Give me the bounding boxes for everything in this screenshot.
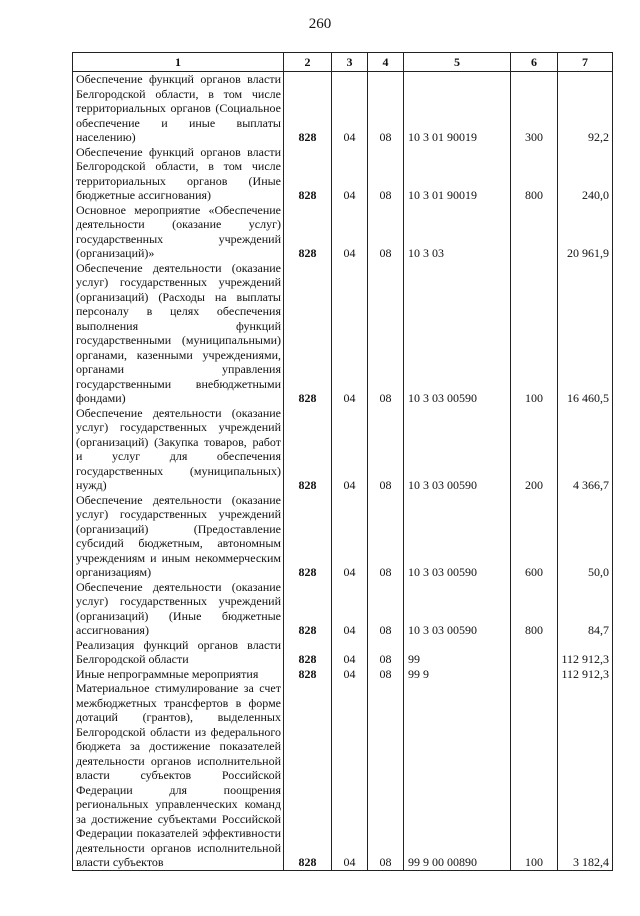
row-grbs: 828: [284, 638, 332, 667]
row-name: Обеспечение деятельности (оказание услуг) государственных учреждений (организаций) (Иные бюджетные ассигнования): [73, 580, 284, 638]
table-row: [73, 145, 613, 203]
budget-table: [72, 52, 613, 871]
row-section: 04: [332, 638, 368, 667]
row-expense-type: 800: [511, 580, 558, 638]
row-expense-type: 300: [511, 72, 558, 145]
row-amount: 112 912,3: [558, 638, 613, 667]
row-subsection: 08: [368, 145, 404, 203]
row-subsection: 08: [368, 667, 404, 682]
row-section: 04: [332, 261, 368, 406]
row-target-code: 10 3 03: [404, 203, 511, 261]
header-col-1: 1: [73, 53, 284, 72]
header-col-2: 2: [284, 53, 332, 72]
row-section: 04: [332, 667, 368, 682]
row-subsection: 08: [368, 72, 404, 145]
table-row: [73, 638, 613, 667]
row-grbs: 828: [284, 72, 332, 145]
row-expense-type: 200: [511, 406, 558, 493]
row-expense-type: [511, 203, 558, 261]
row-expense-type: 100: [511, 681, 558, 870]
row-subsection: 08: [368, 406, 404, 493]
row-name: Материальное стимулирование за счет межбюджетных трансфертов в форме дотаций (грантов), выделенных Белгородской области из федерального бюджета за достижение показателей деятельности органов исполнительной власти субъектов Российской Федерации для поощрения региональных управленческих команд за достижение субъектами Российской Федерации показателей эффективности деятельности органов исполнительной власти субъектов: [73, 681, 284, 870]
row-subsection: 08: [368, 638, 404, 667]
row-target-code: 10 3 03 00590: [404, 493, 511, 580]
row-grbs: 828: [284, 203, 332, 261]
row-amount: 3 182,4: [558, 681, 613, 870]
row-grbs: 828: [284, 681, 332, 870]
row-grbs: 828: [284, 667, 332, 682]
row-name: Основное мероприятие «Обеспечение деятельности (оказание услуг) государственных учреждений (организаций)»: [73, 203, 284, 261]
row-target-code: 10 3 01 90019: [404, 145, 511, 203]
row-target-code: 99 9: [404, 667, 511, 682]
row-subsection: 08: [368, 493, 404, 580]
row-grbs: 828: [284, 580, 332, 638]
row-amount: 4 366,7: [558, 406, 613, 493]
header-col-4: 4: [368, 53, 404, 72]
row-name: Обеспечение функций органов власти Белгородской области, в том числе территориальных органов (Иные бюджетные ассигнования): [73, 145, 284, 203]
row-name: Обеспечение деятельности (оказание услуг) государственных учреждений (организаций) (Закупка товаров, работ и услуг для обеспечения государственных (муниципальных) нужд): [73, 406, 284, 493]
header-col-5: 5: [404, 53, 511, 72]
table-row: [73, 406, 613, 493]
table-row: [73, 493, 613, 580]
row-name: Обеспечение деятельности (оказание услуг) государственных учреждений (организаций) (Предоставление субсидий бюджетным, автономным учреждениям и иным некоммерческим организациям): [73, 493, 284, 580]
row-amount: 84,7: [558, 580, 613, 638]
row-expense-type: [511, 667, 558, 682]
row-expense-type: 600: [511, 493, 558, 580]
row-name: Иные непрограммные мероприятия: [73, 667, 284, 682]
table-row: [73, 261, 613, 406]
row-subsection: 08: [368, 261, 404, 406]
row-grbs: 828: [284, 145, 332, 203]
table-row: [73, 681, 613, 870]
table-row: [73, 203, 613, 261]
row-name: Реализация функций органов власти Белгородской области: [73, 638, 284, 667]
row-subsection: 08: [368, 681, 404, 870]
row-amount: 20 961,9: [558, 203, 613, 261]
row-target-code: 99: [404, 638, 511, 667]
row-amount: 16 460,5: [558, 261, 613, 406]
row-section: 04: [332, 72, 368, 145]
row-grbs: 828: [284, 493, 332, 580]
row-section: 04: [332, 145, 368, 203]
table-row: [73, 580, 613, 638]
row-name: Обеспечение функций органов власти Белгородской области, в том числе территориальных органов (Социальное обеспечение и иные выплаты населению): [73, 72, 284, 145]
row-subsection: 08: [368, 203, 404, 261]
row-subsection: 08: [368, 580, 404, 638]
row-section: 04: [332, 681, 368, 870]
row-section: 04: [332, 203, 368, 261]
row-target-code: 99 9 00 00890: [404, 681, 511, 870]
page-number: 260: [308, 16, 332, 32]
row-target-code: 10 3 03 00590: [404, 580, 511, 638]
row-expense-type: 800: [511, 145, 558, 203]
row-section: 04: [332, 493, 368, 580]
header-row: [73, 53, 613, 72]
row-amount: 240,0: [558, 145, 613, 203]
row-expense-type: 100: [511, 261, 558, 406]
row-amount: 50,0: [558, 493, 613, 580]
header-col-3: 3: [332, 53, 368, 72]
row-target-code: 10 3 03 00590: [404, 261, 511, 406]
row-name: Обеспечение деятельности (оказание услуг) государственных учреждений (организаций) (Расходы на выплаты персоналу в целях обеспечения выполнения функций государственными (муниципальными) органами, казенными учреждениями, органами управления государственными внебюджетными фондами): [73, 261, 284, 406]
table-row: [73, 667, 613, 682]
row-grbs: 828: [284, 261, 332, 406]
row-section: 04: [332, 406, 368, 493]
row-grbs: 828: [284, 406, 332, 493]
row-section: 04: [332, 580, 368, 638]
row-expense-type: [511, 638, 558, 667]
row-amount: 92,2: [558, 72, 613, 145]
row-target-code: 10 3 01 90019: [404, 72, 511, 145]
table-row: [73, 72, 613, 145]
row-amount: 112 912,3: [558, 667, 613, 682]
row-target-code: 10 3 03 00590: [404, 406, 511, 493]
header-col-7: 7: [558, 53, 613, 72]
header-col-6: 6: [511, 53, 558, 72]
